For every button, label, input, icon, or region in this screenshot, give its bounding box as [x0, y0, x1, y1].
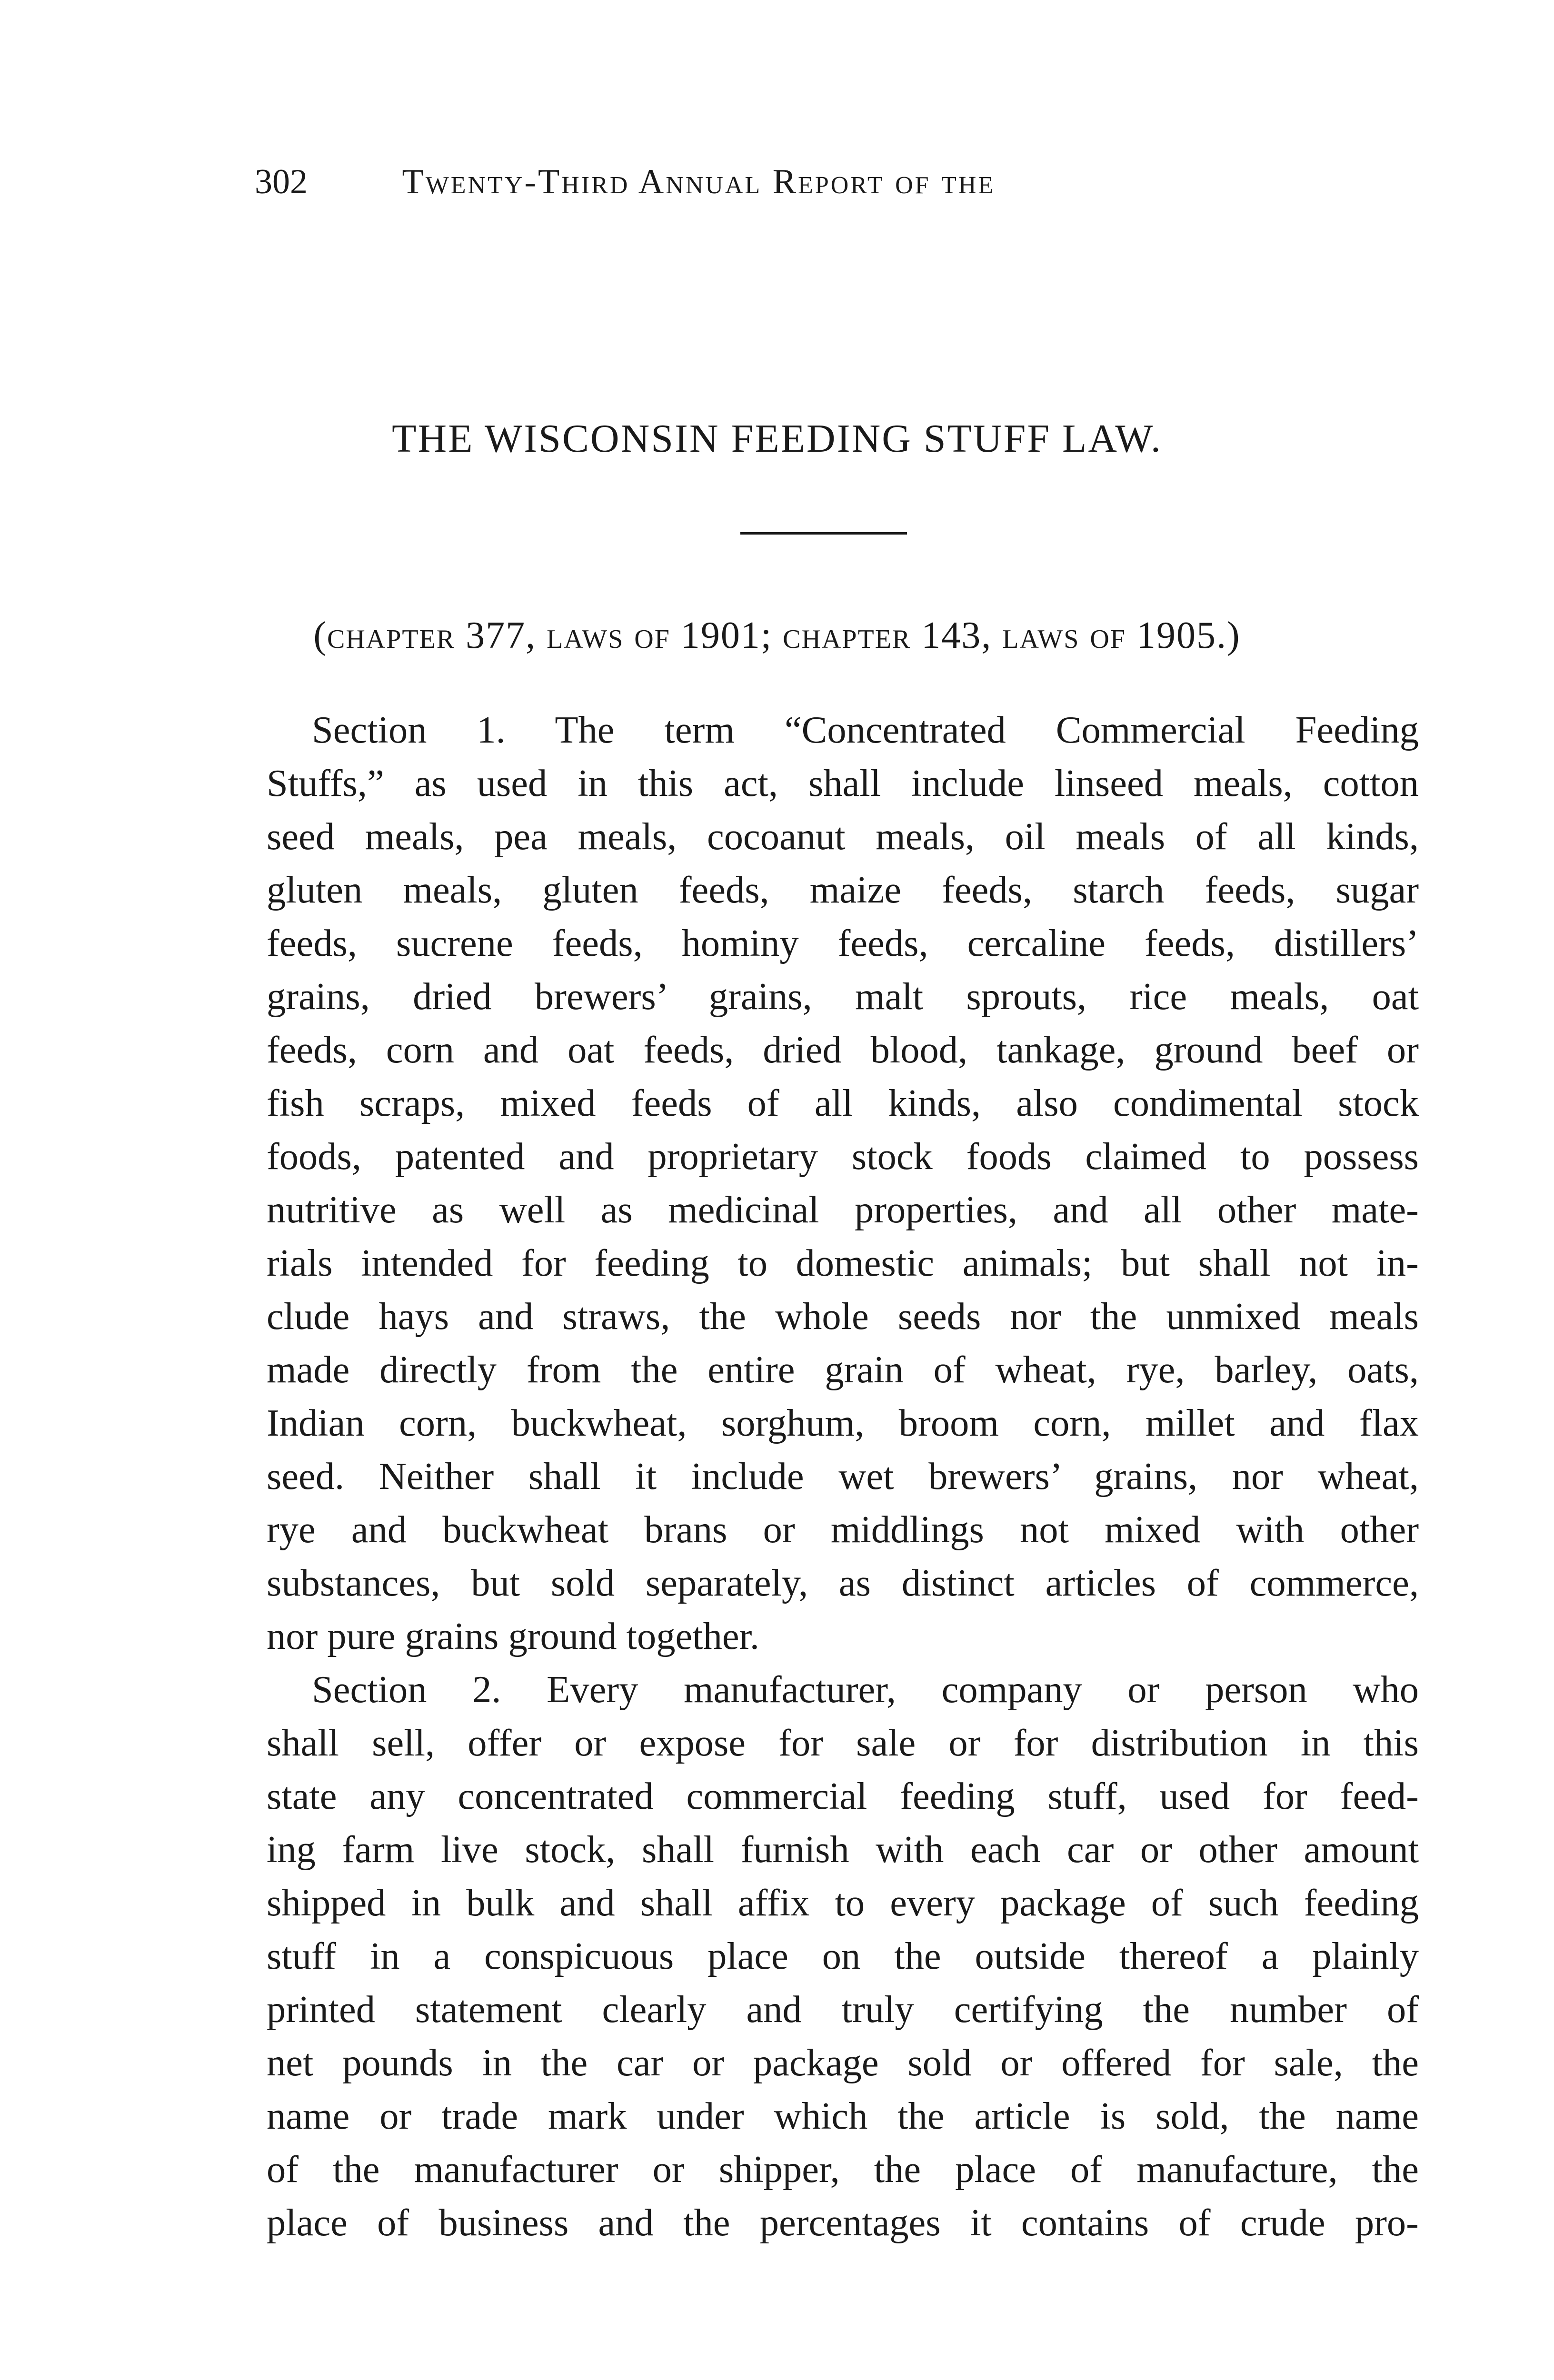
text-line: place of business and the percentages it contains of crude pro-	[267, 2202, 1419, 2244]
text-line: shipped in bulk and shall affix to every package of such feeding	[267, 1882, 1419, 1924]
text-line: rye and buckwheat brans or middlings not mixed with other	[267, 1508, 1419, 1551]
running-head: Twenty-Third Annual Report of the	[402, 162, 996, 201]
page-header	[255, 164, 1302, 199]
document-title: THE WISCONSIN FEEDING STUFF LAW.	[392, 416, 1162, 461]
text-line: stuff in a conspicuous place on the outside thereof a plainly	[267, 1935, 1419, 1977]
text-line: nor pure grains ground together.	[267, 1615, 760, 1657]
text-line: Indian corn, buckwheat, sorghum, broom corn, millet and flax	[267, 1402, 1419, 1444]
text-line: feeds, corn and oat feeds, dried blood, tankage, ground beef or	[267, 1029, 1419, 1071]
text-line: Section 2. Every manufacturer, company or person who	[312, 1668, 1419, 1711]
text-line: seed. Neither shall it include wet brewers’ grains, nor wheat,	[267, 1455, 1419, 1497]
text-line: name or trade mark under which the article is sold, the name	[267, 2095, 1419, 2137]
page-number: 302	[255, 162, 308, 201]
text-line: rials intended for feeding to domestic animals; but shall not in-	[267, 1242, 1419, 1284]
text-line: made directly from the entire grain of wheat, rye, barley, oats,	[267, 1349, 1419, 1391]
text-line: fish scraps, mixed feeds of all kinds, also condimental stock	[267, 1082, 1419, 1124]
text-line: shall sell, offer or expose for sale or for distribution in this	[267, 1722, 1419, 1764]
body-text	[267, 704, 1419, 2250]
text-line: Section 1. The term “Concentrated Commercial Feeding	[312, 709, 1419, 751]
text-line: net pounds in the car or package sold or offered for sale, the	[267, 2042, 1419, 2084]
text-line: nutritive as well as medicinal properties, and all other mate-	[267, 1189, 1419, 1231]
chapter-reference: (chapter 377, laws of 1901; chapter 143, laws of 1905.)	[313, 615, 1241, 656]
text-line: substances, but sold separately, as distinct articles of commerce,	[267, 1562, 1419, 1604]
text-line: Stuffs,” as used in this act, shall include linseed meals, cotton	[267, 762, 1419, 804]
text-line: ing farm live stock, shall furnish with each car or other amount	[267, 1828, 1419, 1871]
text-line: gluten meals, gluten feeds, maize feeds, starch feeds, sugar	[267, 869, 1419, 911]
text-line: printed statement clearly and truly certifying the number of	[267, 1988, 1419, 2031]
text-line: foods, patented and proprietary stock foods claimed to possess	[267, 1135, 1419, 1178]
text-line: of the manufacturer or shipper, the place of manufacture, the	[267, 2148, 1419, 2191]
text-line: clude hays and straws, the whole seeds nor the unmixed meals	[267, 1295, 1419, 1338]
text-line: grains, dried brewers’ grains, malt sprouts, rice meals, oat	[267, 975, 1419, 1018]
text-line: feeds, sucrene feeds, hominy feeds, cercaline feeds, distillers’	[267, 922, 1419, 964]
title-divider	[740, 532, 907, 535]
text-line: state any concentrated commercial feeding stuff, used for feed-	[267, 1775, 1419, 1817]
text-line: seed meals, pea meals, cocoanut meals, oil meals of all kinds,	[267, 815, 1419, 858]
